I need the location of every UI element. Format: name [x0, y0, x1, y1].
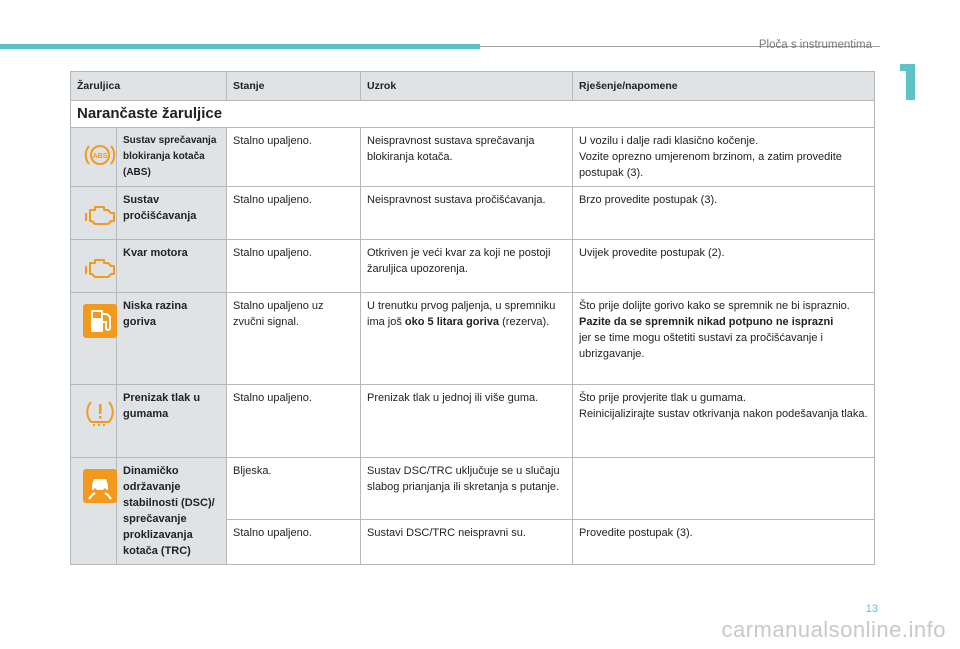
light-cause: Sustav DSC/TRC uključuje se u slučaju slabog prianjanja ili skretanja s putanje.: [361, 458, 573, 520]
light-solution: [573, 385, 875, 458]
section-title-orange-lights: Narančaste žaruljice: [71, 101, 875, 128]
light-state: Stalno upaljeno uz zvučni signal.: [227, 293, 361, 385]
light-cause: Neispravnost sustava pročišćavanja.: [361, 187, 573, 240]
light-solution: Brzo provedite postupak (3).: [573, 187, 875, 240]
tyre-pressure-icon: [81, 394, 119, 432]
cause-text-end: (rezerva).: [499, 316, 550, 328]
light-icon-cell: [71, 293, 117, 385]
table-row: [71, 128, 875, 187]
light-state: Stalno upaljeno.: [227, 240, 361, 293]
solution-line: Reinicijalizirajte sustav otkrivanja nakon podešavanja tlaka.: [579, 408, 868, 420]
table-row: [71, 458, 875, 520]
solution-line: Vozite oprezno umjerenom brzinom, a zatim provedite postupak (3).: [579, 151, 842, 179]
light-state: Stalno upaljeno.: [227, 385, 361, 458]
light-solution: [573, 458, 875, 520]
light-state: Stalno upaljeno.: [227, 187, 361, 240]
light-icon-cell: [71, 128, 117, 187]
cause-emphasis: oko 5 litara goriva: [404, 316, 500, 328]
light-state: Stalno upaljeno.: [227, 519, 361, 564]
table-row: [71, 385, 875, 458]
light-icon-cell: [71, 385, 117, 458]
light-cause: Sustavi DSC/TRC neispravni su.: [361, 519, 573, 564]
solution-emphasis: Pazite da se spremnik nikad potpuno ne isprazni: [579, 316, 834, 328]
light-cause: Otkriven je veći kvar za koji ne postoji žaruljica upozorenja.: [361, 240, 573, 293]
light-icon-cell: [71, 458, 117, 565]
light-state: Bljeska.: [227, 458, 361, 520]
fuel-pump-icon: [81, 302, 119, 340]
light-solution: Uvijek provedite postupak (2).: [573, 240, 875, 293]
stability-control-icon: [81, 467, 119, 505]
engine-fault-icon: [81, 249, 119, 287]
light-name: Sustav pročišćavanja: [117, 187, 227, 240]
chapter-number: [906, 64, 915, 100]
light-icon-cell: [71, 187, 117, 240]
chapter-marker: [898, 62, 918, 102]
light-name: Prenizak tlak u gumama: [117, 385, 227, 458]
emission-system-icon: [81, 196, 119, 234]
solution-line: jer se time mogu oštetiti sustavi za pročišćavanje i ubrizgavanje.: [579, 332, 823, 360]
section-row: [71, 101, 875, 128]
light-name: Niska razina goriva: [117, 293, 227, 385]
table-row: [71, 240, 875, 293]
column-header-light: Žaruljica: [71, 72, 227, 101]
light-cause: Prenizak tlak u jednoj ili više guma.: [361, 385, 573, 458]
column-header-cause: Uzrok: [361, 72, 573, 101]
table-row: [71, 187, 875, 240]
chapter-number-text: [898, 62, 899, 63]
section-title: Ploča s instrumentima: [758, 39, 872, 51]
watermark: carmanualsonline.info: [721, 617, 946, 642]
light-solution: [573, 293, 875, 385]
light-name: Kvar motora: [117, 240, 227, 293]
light-cause: [361, 293, 573, 385]
warning-lights-table: [70, 71, 875, 565]
light-cause: Neispravnost sustava sprečavanja blokiranja kotača.: [361, 128, 573, 187]
abs-warning-icon: [81, 137, 119, 175]
header-accent-bar: [0, 44, 480, 49]
cause-text: U trenutku prvog paljenja, u spremniku ima još: [367, 300, 556, 328]
light-name: Sustav sprečavanja blokiranja kotača (ABS): [117, 128, 227, 187]
light-solution: [573, 128, 875, 187]
svg-text:ABS: ABS: [92, 153, 108, 160]
light-state: Stalno upaljeno.: [227, 128, 361, 187]
solution-line: U vozilu i dalje radi klasično kočenje.: [579, 135, 759, 147]
column-header-state: Stanje: [227, 72, 361, 101]
table-header-row: [71, 72, 875, 101]
light-name: Dinamičko održavanje stabilnosti (DSC)/ sprečavanje proklizavanja kotača (TRC): [117, 458, 227, 565]
page-number: 13: [865, 603, 878, 615]
light-solution: Provedite postupak (3).: [573, 519, 875, 564]
light-icon-cell: [71, 240, 117, 293]
table-row: [71, 293, 875, 385]
solution-line: Što prije provjerite tlak u gumama.: [579, 392, 746, 404]
solution-line: Što prije dolijte gorivo kako se spremnik ne bi ispraznio.: [579, 300, 850, 312]
column-header-solution: Rješenje/napomene: [573, 72, 875, 101]
